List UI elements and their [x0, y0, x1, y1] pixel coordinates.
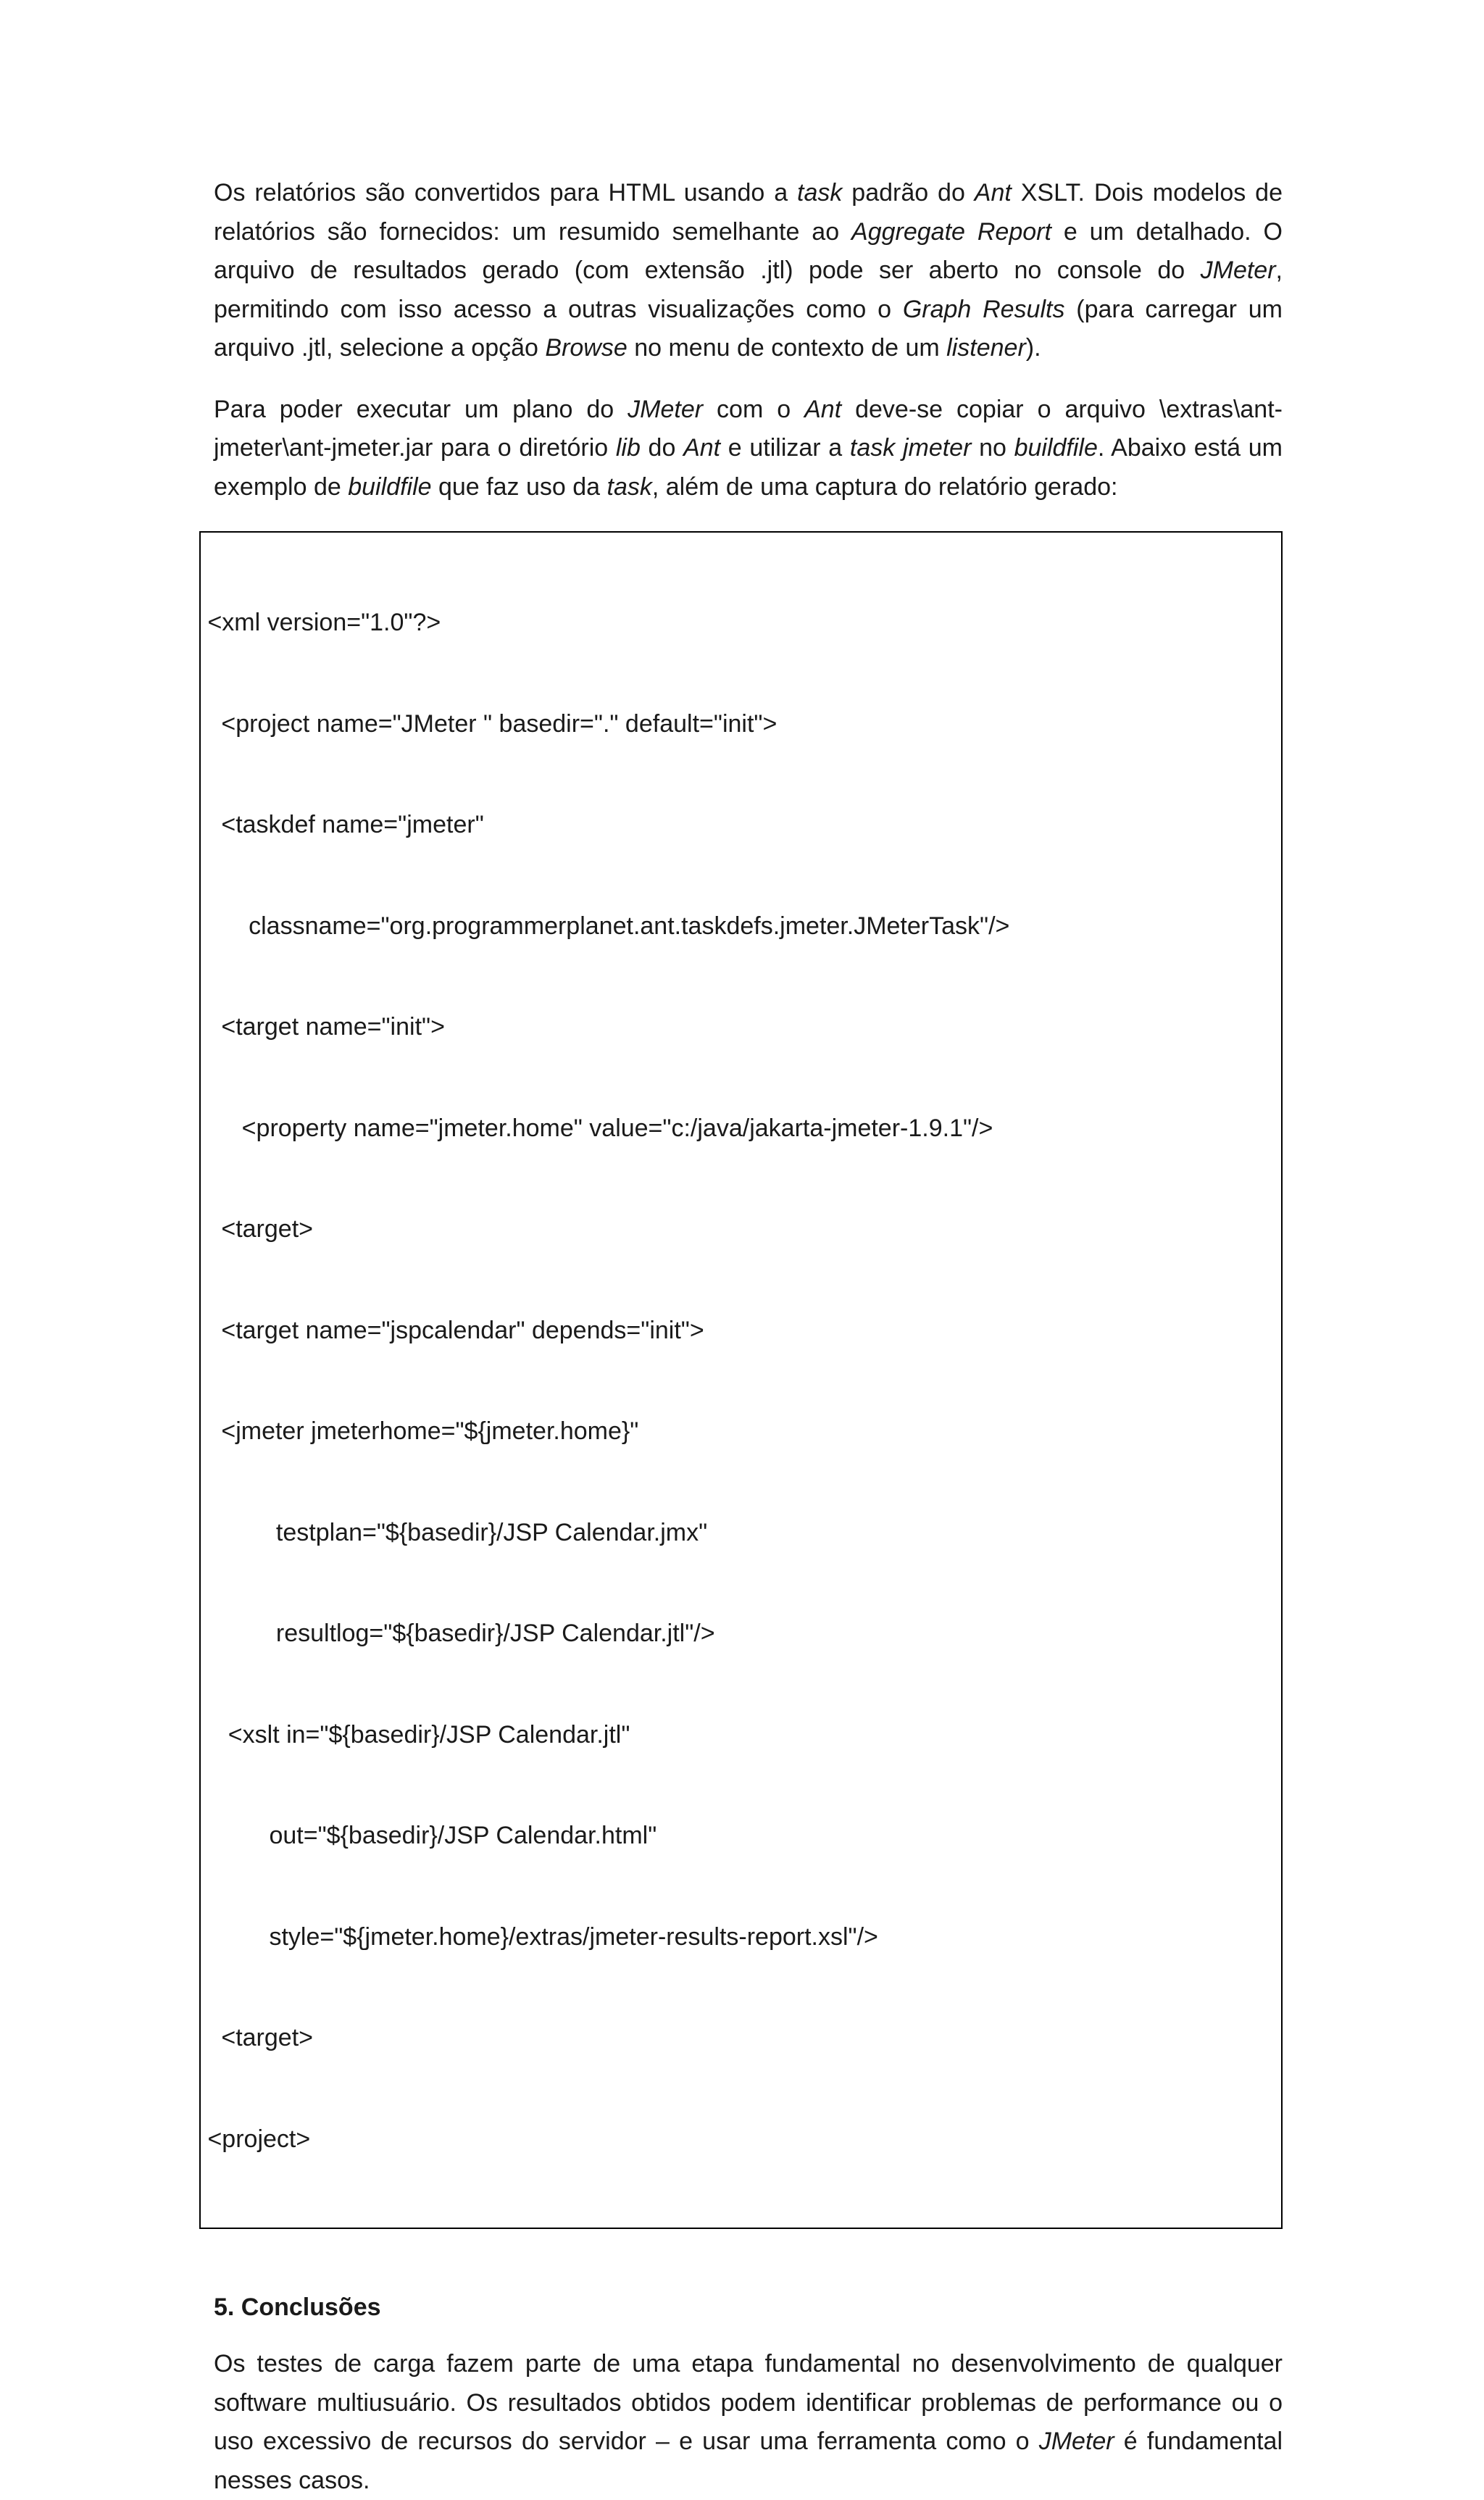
code-line: <target> — [201, 2024, 313, 2051]
code-line: testplan="${basedir}/JSP Calendar.jmx" — [201, 1518, 708, 1546]
italic-term: JMeter — [1038, 2428, 1114, 2455]
text-span: XSLT. Dois modelos de relatórios são fornecidos: um resumido semelhante ao — [214, 179, 1283, 246]
code-line: <xslt in="${basedir}/JSP Calendar.jtl" — [201, 1720, 630, 1749]
code-line: <taskdef name="jmeter" — [201, 811, 484, 838]
paragraph-reports — [214, 174, 1283, 368]
code-line: style="${jmeter.home}/extras/jmeter-results-report.xsl"/> — [201, 1922, 878, 1951]
italic-term: buildfile — [348, 472, 432, 501]
text-span: e utilizar a — [720, 434, 850, 462]
text-span: no — [971, 434, 1014, 462]
italic-term: task — [797, 179, 843, 207]
code-line: <target> — [201, 1215, 313, 1243]
text-span: ). — [1025, 334, 1041, 362]
code-line: <xml version="1.0"?> — [201, 609, 441, 636]
text-span: do — [640, 434, 684, 462]
italic-term: listener — [946, 334, 1026, 362]
code-line: <project> — [201, 2125, 311, 2153]
code-line: <property name="jmeter.home" value="c:/java/jakarta-jmeter-1.9.1"/> — [201, 1114, 993, 1142]
italic-term: Graph Results — [902, 295, 1065, 323]
text-span: Para poder executar um plano do — [214, 395, 628, 423]
paragraph-conclusions — [214, 2345, 1283, 2500]
text-span: Os relatórios são convertidos para HTML usando a — [214, 179, 798, 207]
text-span: padrão do — [842, 179, 975, 207]
code-line: <jmeter jmeterhome="${jmeter.home}" — [201, 1417, 639, 1445]
text-span: Os testes de carga fazem parte de uma etapa fundamental no desenvolvimento de qualquer software multiusuário. Os resultados obtidos podem identificar problemas de performance ou o uso excessivo de recursos do servidor – e usar uma ferramenta como o — [214, 2350, 1283, 2455]
paragraph-ant-usage — [214, 391, 1283, 507]
italic-term: JMeter — [1200, 257, 1276, 284]
italic-term: task — [606, 472, 652, 501]
code-line: <project name="JMeter " basedir="." default="init"> — [201, 709, 778, 738]
italic-term: Browse — [545, 334, 628, 362]
italic-term: Aggregate Report — [851, 217, 1051, 246]
italic-term: Ant — [804, 395, 842, 423]
italic-term: Ant — [683, 434, 721, 462]
text-span: , permitindo com isso acesso a outras visualizações como o — [214, 257, 1283, 323]
text-span: . Abaixo está um exemplo de — [214, 434, 1283, 501]
code-listing-box — [199, 531, 1283, 2229]
text-span: é fundamental nesses casos. — [214, 2428, 1283, 2494]
code-line: resultlog="${basedir}/JSP Calendar.jtl"/> — [201, 1620, 715, 1647]
italic-term: lib — [615, 434, 641, 462]
text-span: e um detalhado. O arquivo de resultados gerado (com extensão .jtl) pode ser aberto no console do — [214, 217, 1283, 284]
code-line: classname="org.programmerplanet.ant.taskdefs.jmeter.JMeterTask"/> — [201, 912, 1010, 940]
italic-term: JMeter — [628, 395, 704, 423]
code-line: <target name="init"> — [201, 1013, 445, 1041]
text-span: que faz uso da — [431, 472, 607, 501]
italic-term: task jmeter — [849, 434, 972, 462]
italic-term: Ant — [974, 179, 1012, 207]
text-span: (para carregar um arquivo .jtl, selecione a opção — [214, 295, 1283, 362]
text-span: deve-se copiar o arquivo \extras\ant-jmeter\ant-jmeter.jar para o diretório — [214, 395, 1283, 462]
text-span: com o — [703, 395, 805, 423]
text-span: , além de uma captura do relatório gerado: — [651, 472, 1118, 501]
page-content — [201, 174, 1283, 2500]
code-line: <target name="jspcalendar" depends="init"> — [201, 1316, 704, 1344]
text-span: no menu de contexto de um — [627, 334, 947, 362]
code-line: out="${basedir}/JSP Calendar.html" — [201, 1822, 657, 1849]
section-heading: 5. Conclusões — [214, 2293, 381, 2321]
italic-term: buildfile — [1014, 434, 1098, 462]
